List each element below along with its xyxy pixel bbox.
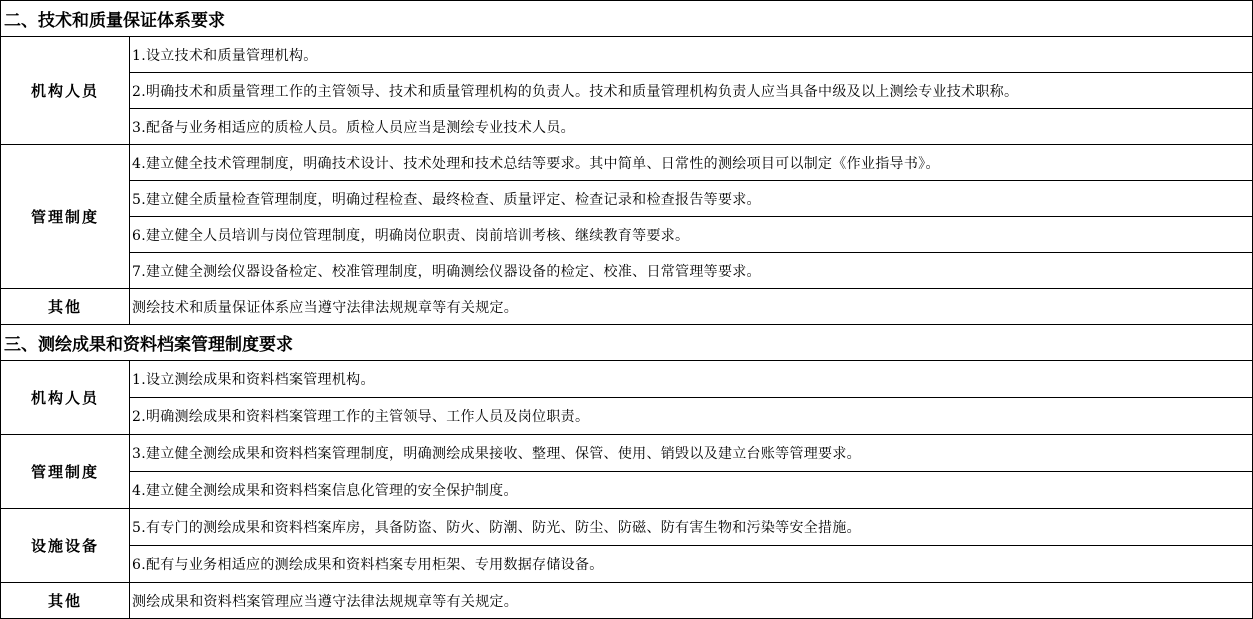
section-title: 二、技术和质量保证体系要求 [1, 1, 1253, 37]
requirement-item: 7.建立健全测绘仪器设备检定、校准管理制度，明确测绘仪器设备的检定、校准、日常管理等要求。 [130, 253, 1253, 289]
requirement-item: 1.设立测绘成果和资料档案管理机构。 [130, 361, 1253, 398]
category-label: 其他 [1, 289, 130, 325]
requirement-item: 1.设立技术和质量管理机构。 [130, 37, 1253, 73]
category-label: 管理制度 [1, 435, 130, 509]
requirement-item: 测绘技术和质量保证体系应当遵守法律法规规章等有关规定。 [130, 289, 1253, 325]
requirement-item: 6.配有与业务相适应的测绘成果和资料档案专用柜架、专用数据存储设备。 [130, 546, 1253, 583]
category-label: 机构人员 [1, 361, 130, 435]
requirement-item: 3.建立健全测绘成果和资料档案管理制度，明确测绘成果接收、整理、保管、使用、销毁以及建立台账等管理要求。 [130, 435, 1253, 472]
category-label: 设施设备 [1, 509, 130, 583]
category-label: 其他 [1, 583, 130, 619]
requirement-item: 2.明确测绘成果和资料档案管理工作的主管领导、工作人员及岗位职责。 [130, 398, 1253, 435]
category-label: 机构人员 [1, 37, 130, 145]
requirement-item: 4.建立健全技术管理制度，明确技术设计、技术处理和技术总结等要求。其中简单、日常性的测绘项目可以制定《作业指导书》。 [130, 145, 1253, 181]
requirement-item: 2.明确技术和质量管理工作的主管领导、技术和质量管理机构的负责人。技术和质量管理机构负责人应当具备中级及以上测绘专业技术职称。 [130, 73, 1253, 109]
requirement-item: 5.建立健全质量检查管理制度，明确过程检查、最终检查、质量评定、检查记录和检查报告等要求。 [130, 181, 1253, 217]
requirement-item: 3.配备与业务相适应的质检人员。质检人员应当是测绘专业技术人员。 [130, 109, 1253, 145]
category-label: 管理制度 [1, 145, 130, 289]
requirement-item: 6.建立健全人员培训与岗位管理制度，明确岗位职责、岗前培训考核、继续教育等要求。 [130, 217, 1253, 253]
section-title: 三、测绘成果和资料档案管理制度要求 [1, 325, 1253, 361]
requirement-item: 4.建立健全测绘成果和资料档案信息化管理的安全保护制度。 [130, 472, 1253, 509]
requirement-item: 5.有专门的测绘成果和资料档案库房，具备防盗、防火、防潮、防光、防尘、防磁、防有害生物和污染等安全措施。 [130, 509, 1253, 546]
requirement-item: 测绘成果和资料档案管理应当遵守法律法规规章等有关规定。 [130, 583, 1253, 619]
